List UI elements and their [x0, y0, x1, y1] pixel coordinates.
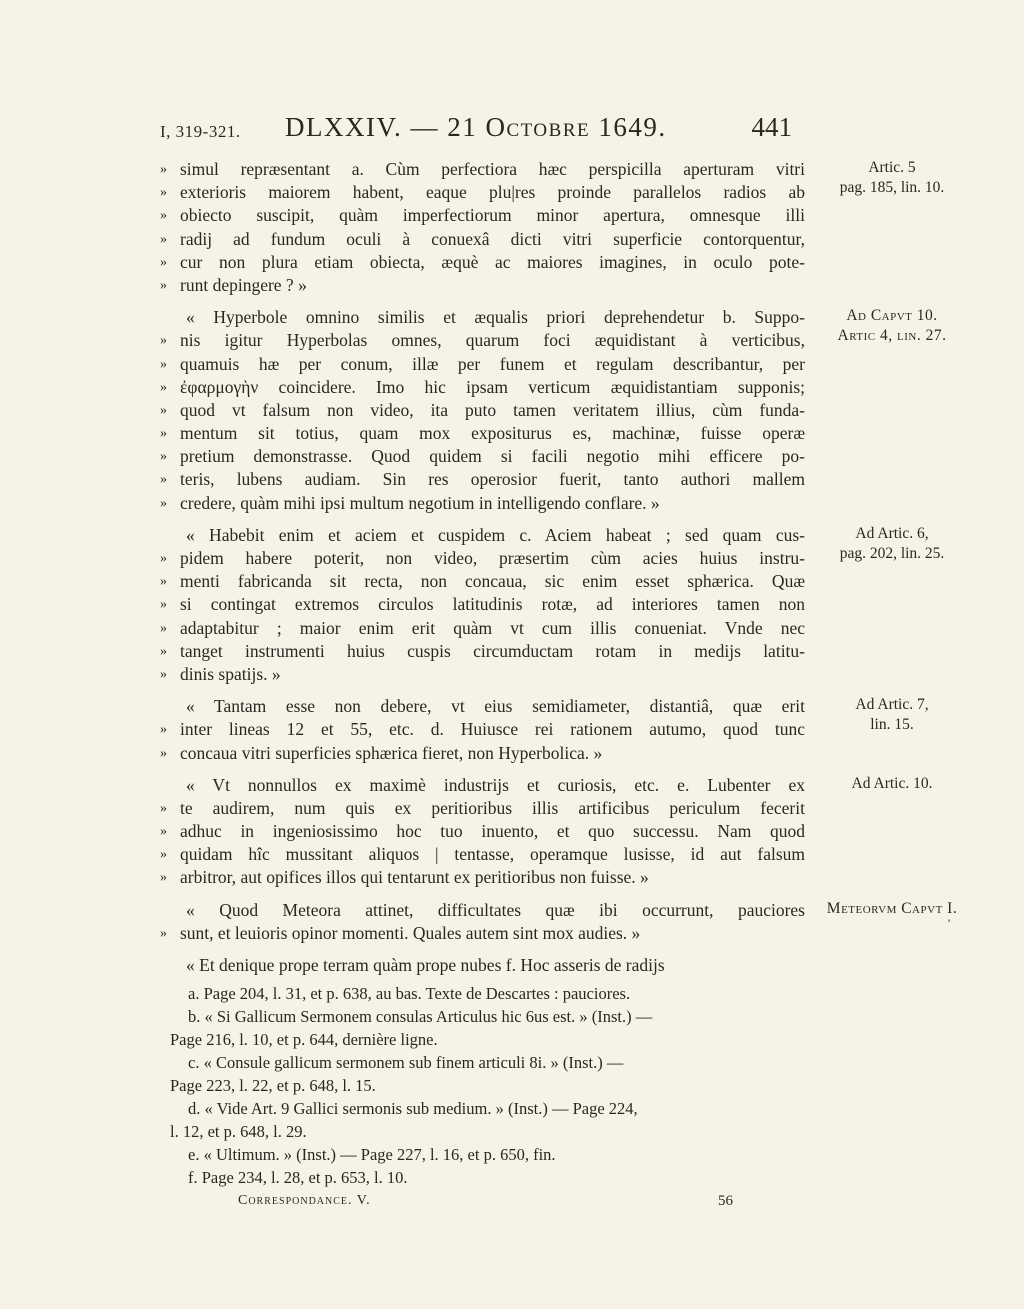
margin-note-line: pag. 185, lin. 10. [839, 179, 945, 196]
footnote-line: d. « Vide Art. 9 Gallici sermonis sub medium. » (Inst.) — Page 224, [188, 1099, 638, 1118]
paragraph [160, 954, 805, 977]
text-line [160, 251, 805, 274]
line-text: obiecto suscipit, quàm imperfectiorum minor apertura, omnesque illi [180, 205, 805, 226]
quote-marker: » [160, 254, 167, 270]
paragraph [160, 695, 805, 765]
text-line [160, 843, 805, 866]
margin-note-line: Ad Artic. 7, [855, 696, 929, 714]
paragraph [160, 158, 805, 297]
margin-note [812, 524, 972, 564]
line-text: adhuc in ingeniosissimo hoc tuo inuento, et quo successu. Nam quod [180, 821, 805, 842]
footnote-line: f. Page 234, l. 28, et p. 653, l. 10. [188, 1168, 408, 1187]
quote-marker: » [160, 722, 167, 738]
paragraph [160, 306, 805, 515]
main-text [160, 158, 805, 986]
quote-marker: » [160, 333, 167, 349]
text-line [160, 820, 805, 843]
line-text: « Et denique prope terram quàm prope nubes f. Hoc asseris de radijs [186, 955, 665, 975]
text-line [160, 158, 805, 181]
line-text: nis igitur Hyperbolas omnes, quarum foci æquidistant à verticibus, [180, 330, 805, 351]
text-line [160, 353, 805, 376]
text-line [160, 445, 805, 468]
margin-note-line: Artic. 5 [868, 159, 916, 176]
text-line [160, 376, 805, 399]
line-text: arbitror, aut opifices illos qui tentarunt ex peritioribus non fuisse. » [180, 867, 649, 888]
quote-marker: » [160, 208, 167, 224]
line-text: « Habebit enim et aciem et cuspidem c. Aciem habeat ; sed quam cus- [186, 524, 805, 545]
footnote-line: e. « Ultimum. » (Inst.) — Page 227, l. 16, et p. 650, fin. [188, 1145, 556, 1164]
footnote-line: a. Page 204, l. 31, et p. 638, au bas. Texte de Descartes : pauciores. [188, 984, 631, 1003]
page-footer [238, 1193, 758, 1213]
footnote-line: l. 12, et p. 648, l. 29. [170, 1122, 307, 1141]
line-text: « Hyperbole omnino similis et æqualis priori deprehendetur b. Suppo- [186, 307, 805, 328]
footer-sheet-number: 56 [718, 1193, 733, 1209]
text-line [160, 228, 805, 251]
quote-marker: » [160, 426, 167, 442]
line-text: credere, quàm mihi ipsi multum negotium in intelligendo conflare. » [180, 492, 660, 513]
quote-marker: » [160, 356, 167, 372]
quote-marker: » [160, 185, 167, 201]
margin-note [812, 306, 972, 346]
text-line [160, 742, 805, 765]
footnote-line: Page 216, l. 10, et p. 644, dernière ligne. [170, 1030, 438, 1049]
line-text: exterioris maiorem habent, eaque plu|res proinde parallelos radios ab [180, 182, 805, 203]
footer-signature: Correspondance. V. [238, 1193, 371, 1208]
text-line [160, 524, 805, 547]
margin-note-line: Ad Capvt 10. [846, 307, 938, 325]
line-text: si contingat extremos circulos latitudinis rotæ, ad interiores tamen non [180, 594, 805, 615]
quote-marker: » [160, 597, 167, 613]
footnotes [160, 982, 805, 1189]
line-text: inter lineas 12 et 55, etc. d. Huiusce rei rationem autumo, quod tunc [180, 719, 805, 740]
text-line [160, 468, 805, 491]
quote-marker: » [160, 472, 167, 488]
paragraph [160, 899, 805, 945]
line-text: quod vt falsum non video, ita puto tamen veritatem illius, cùm funda- [180, 399, 805, 420]
line-text: ἐφαρμογὴν coincidere. Imo hic ipsam verticum æquidistantiam supponis; [180, 376, 805, 397]
quote-marker: » [160, 162, 167, 177]
line-text: mentum sit totius, quam mox expositurus es, machinæ, fuisse operæ [180, 423, 805, 444]
line-text: dinis spatijs. » [180, 663, 281, 684]
quote-marker: » [160, 643, 167, 659]
line-text: menti fabricanda sit recta, non concaua, sic enim esset sphærica. Quæ [180, 571, 805, 592]
text-line [160, 663, 805, 686]
line-text: simul repræsentant a. Cùm perfectiora hæc perspicilla aperturam vitri [180, 159, 805, 179]
text-line [160, 329, 805, 352]
line-text: quamuis hæ per conum, illæ per funem et regulam describantur, per [180, 353, 805, 374]
running-header [160, 112, 800, 148]
line-text: te audirem, num quis ex peritioribus illis artificibus periculum fecerit [180, 797, 805, 818]
margin-note [812, 774, 972, 794]
text-line [160, 866, 805, 889]
text-line [160, 774, 805, 797]
quote-marker: » [160, 745, 167, 761]
line-text: sunt, et leuioris opinor momenti. Quales autem sint mox audies. » [180, 922, 641, 943]
quote-marker: » [160, 495, 167, 511]
header-reference: I, 319-321. [160, 122, 241, 141]
paragraph [160, 774, 805, 890]
line-text: concaua vitri superficies sphærica fieret, non Hyperbolica. » [180, 742, 603, 763]
line-text: radij ad fundum oculi à conuexâ dicti vitri superficie contorquentur, [180, 228, 805, 249]
text-line [160, 274, 805, 297]
text-line [160, 718, 805, 741]
text-line [160, 547, 805, 570]
quote-marker: » [160, 620, 167, 636]
footnote-line: b. « Si Gallicum Sermonem consulas Articulus hic 6us est. » (Inst.) — [188, 1007, 653, 1026]
margin-note-line: lin. 15. [870, 716, 914, 734]
line-text: quidam hîc mussitant aliquos | tentasse, operamque lusisse, id aut falsum [180, 844, 805, 865]
text-line [160, 306, 805, 329]
quote-marker: » [160, 847, 167, 863]
text-line [160, 617, 805, 640]
page-number: 441 [751, 112, 792, 142]
text-line [160, 899, 805, 922]
margin-note [812, 695, 972, 735]
quote-marker: » [160, 551, 167, 566]
quote-marker: » [160, 824, 167, 840]
quote-marker: » [160, 666, 167, 682]
paragraph [160, 524, 805, 686]
footnote-line: c. « Consule gallicum sermonem sub finem articuli 8i. » (Inst.) — [188, 1053, 624, 1072]
line-text: « Quod Meteora attinet, difficultates quæ ibi occurrunt, pauciores [186, 899, 805, 920]
text-line [160, 695, 805, 718]
text-line [160, 922, 805, 945]
footnote-line: Page 223, l. 22, et p. 648, l. 15. [170, 1076, 376, 1095]
quote-marker: » [160, 277, 167, 293]
margin-note-line: Ad Artic. 10. [851, 775, 933, 792]
header-title: DLXXIV. — 21 Octobre 1649. [285, 112, 667, 142]
text-line [160, 954, 805, 977]
margin-note [812, 158, 972, 198]
line-text: pidem habere poterit, non video, præsertim cùm acies huius instru- [180, 548, 805, 568]
line-text: runt depingere ? » [180, 274, 307, 295]
margin-note-line: Meteorvm Capvt I. [826, 900, 958, 917]
margin-note-line: pag. 202, lin. 25. [839, 545, 945, 562]
line-text: tanget instrumenti huius cuspis circumductam rotam in medijs latitu- [180, 640, 805, 661]
margin-note-line: Ad Artic. 6, [855, 525, 929, 542]
text-line [160, 640, 805, 663]
quote-marker: » [160, 925, 167, 941]
quote-marker: » [160, 870, 167, 886]
text-line [160, 204, 805, 227]
margin-note-line: Artic 4, lin. 27. [837, 327, 947, 345]
line-text: teris, lubens audiam. Sin res operosior fuerit, tanto authori mallem [180, 469, 805, 490]
text-line [160, 593, 805, 616]
quote-marker: » [160, 800, 167, 816]
text-line [160, 492, 805, 515]
line-text: « Vt nonnullos ex maximè industrijs et curiosis, etc. e. Lubenter ex [186, 774, 805, 795]
text-line [160, 570, 805, 593]
line-text: cur non plura etiam obiecta, æquè ac maiores imagines, in oculo pote- [180, 251, 805, 272]
quote-marker: » [160, 379, 167, 395]
text-line [160, 797, 805, 820]
line-text: pretium demonstrasse. Quod quidem si facili negotio mihi efficere po- [180, 446, 805, 467]
line-text: « Tantam esse non debere, vt eius semidiameter, distantiâ, quæ erit [186, 696, 805, 717]
quote-marker: » [160, 574, 167, 590]
text-line [160, 399, 805, 422]
quote-marker: » [160, 449, 167, 465]
quote-marker: » [160, 231, 167, 247]
text-line [160, 181, 805, 204]
line-text: adaptabitur ; maior enim erit quàm vt cum illis conueniat. Vnde nec [180, 617, 805, 638]
text-line [160, 422, 805, 445]
stray-mark: ' [948, 916, 951, 930]
quote-marker: » [160, 402, 167, 418]
